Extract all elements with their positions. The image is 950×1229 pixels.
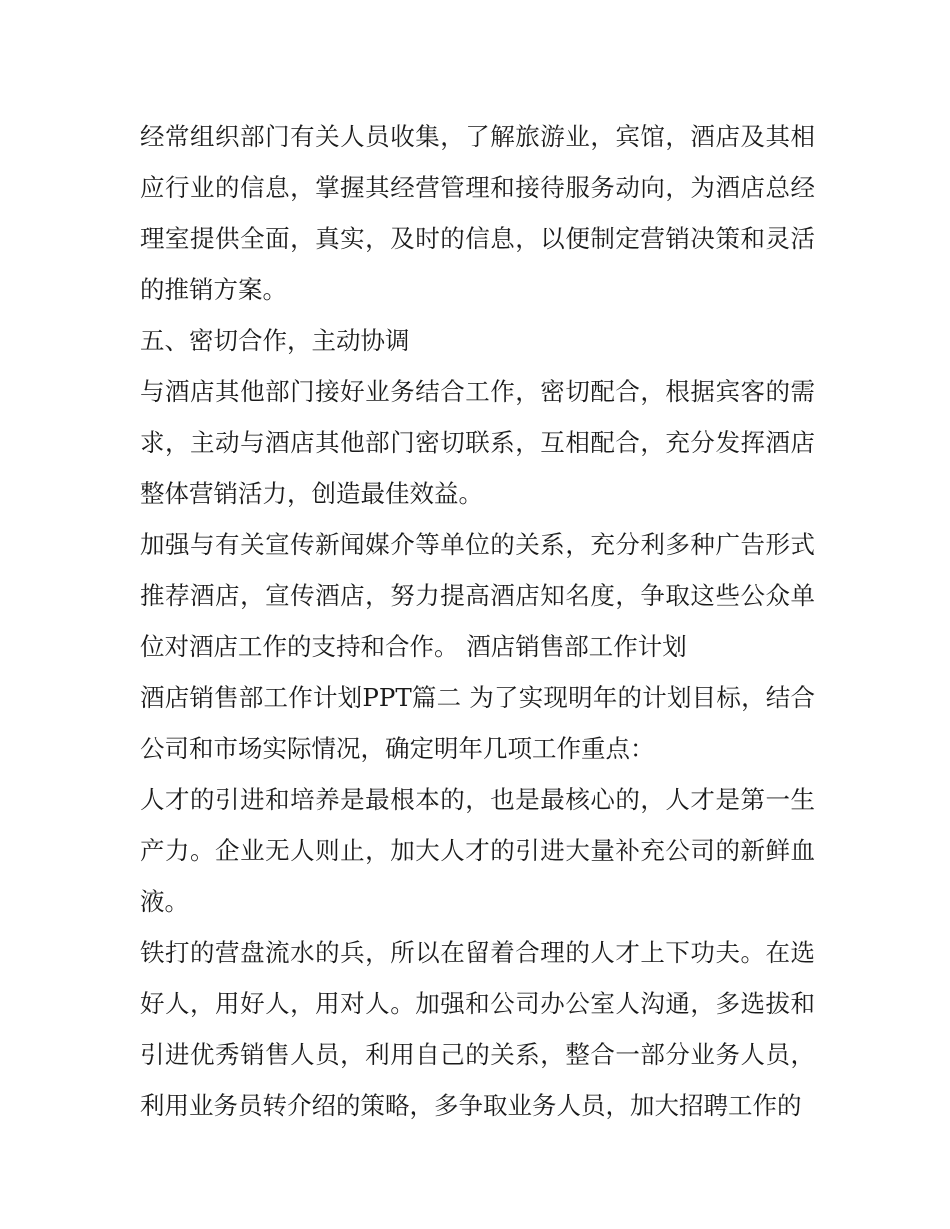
paragraph-6: 铁打的营盘流水的兵，所以在留着合理的人才上下功夫。在选好人，用好人，用对人。加强和公司办公室人沟通，多选拔和引进优秀销售人员，利用自己的关系，整合一部分业务人员，利用业务员转介绍的策略，多争取业务人员，加大招聘工作的: [140, 938, 815, 1120]
paragraph-2: 与酒店其他部门接好业务结合工作，密切配合，根据宾客的需求，主动与酒店其他部门密切联系，互相配合，充分发挥酒店整体营销活力，创造最佳效益。: [140, 377, 815, 508]
section-heading-five: 五、密切合作，主动协调: [140, 326, 410, 355]
body-text: [140, 111, 815, 1131]
paragraph-3: 加强与有关宣传新闻媒介等单位的关系，充分利多种广告形式推荐酒店，宣传酒店，努力提高酒店知名度，争取这些公众单位对酒店工作的支持和合作。 酒店销售部工作计划: [140, 530, 815, 661]
paragraph-5: 人才的引进和培养是最根本的，也是最核心的，人才是第一生产力。企业无人则止，加大人才的引进大量补充公司的新鲜血液。: [140, 785, 815, 916]
paragraph-1: 经常组织部门有关人员收集，了解旅游业，宾馆，酒店及其相应行业的信息，掌握其经营管理和接待服务动向，为酒店总经理室提供全面，真实，及时的信息，以便制定营销决策和灵活的推销方案。: [140, 122, 815, 304]
paragraph-4: 酒店销售部工作计划PPT篇二 为了实现明年的计划目标，结合公司和市场实际情况，确定明年几项工作重点：: [140, 683, 815, 763]
